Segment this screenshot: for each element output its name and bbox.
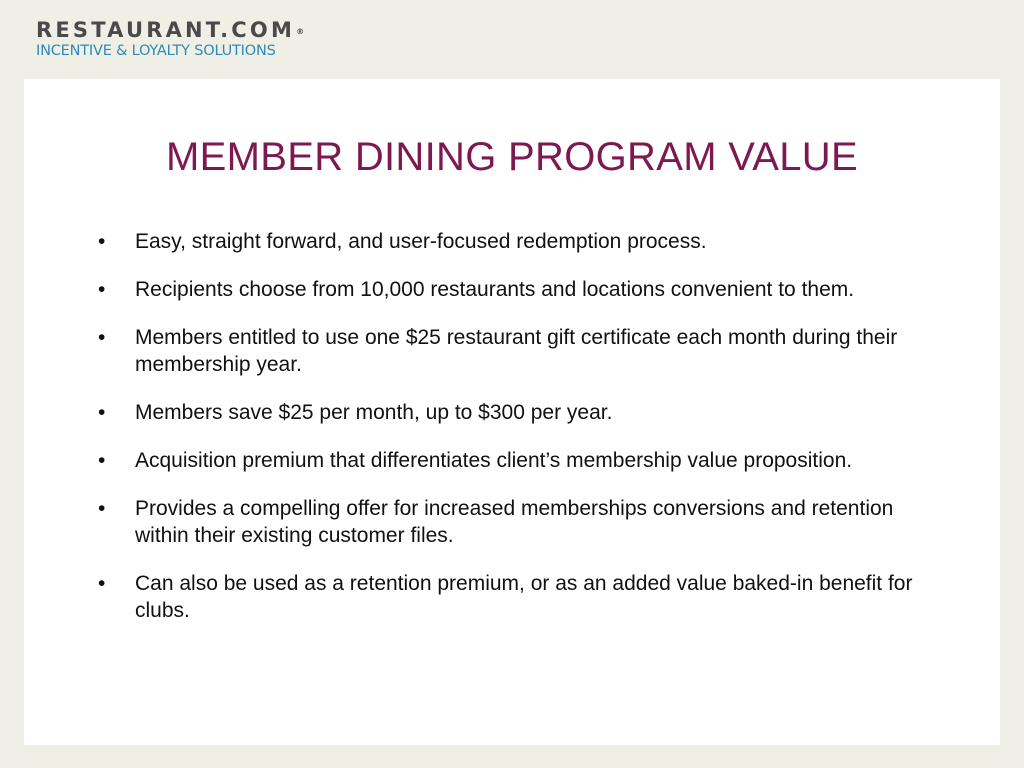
slide-content-panel: [24, 79, 1000, 745]
bullet-item: [98, 276, 918, 303]
bullet-text: Recipients choose from 10,000 restaurants and locations convenient to them.: [135, 278, 855, 301]
bullet-item: [98, 399, 918, 426]
bullet-text: Acquisition premium that differentiates client’s membership value proposition.: [135, 449, 853, 472]
bullet-marker: •: [98, 497, 106, 520]
slide-title: MEMBER DINING PROGRAM VALUE: [166, 135, 858, 179]
bullet-text: Provides a compelling offer for increased memberships conversions and retention within their existing customer files.: [135, 497, 894, 547]
bullet-marker: •: [98, 449, 106, 472]
bullet-item: [98, 447, 918, 474]
logo-brand-text: RESTAURANT.COM: [36, 18, 296, 42]
bullet-item: [98, 324, 918, 378]
logo-tagline: INCENTIVE & LOYALTY SOLUTIONS: [36, 43, 276, 59]
bullet-marker: •: [98, 401, 106, 424]
bullet-text: Can also be used as a retention premium, or as an added value baked-in benefit for clubs.: [135, 572, 913, 622]
bullet-item: [98, 495, 918, 549]
logo-brand-name: [36, 18, 304, 42]
bullet-text: Easy, straight forward, and user-focused redemption process.: [135, 230, 707, 253]
bullet-text: Members save $25 per month, up to $300 per year.: [135, 401, 613, 424]
bullet-text: Members entitled to use one $25 restaurant gift certificate each month during their membership year.: [135, 326, 898, 376]
company-logo: [36, 18, 304, 60]
bullet-marker: •: [98, 230, 106, 253]
bullet-list: [98, 228, 918, 645]
bullet-marker: •: [98, 278, 106, 301]
bullet-item: [98, 228, 918, 255]
bullet-item: [98, 570, 918, 624]
bullet-marker: •: [98, 326, 106, 349]
bullet-marker: •: [98, 572, 106, 595]
registered-mark: ®: [296, 27, 305, 36]
